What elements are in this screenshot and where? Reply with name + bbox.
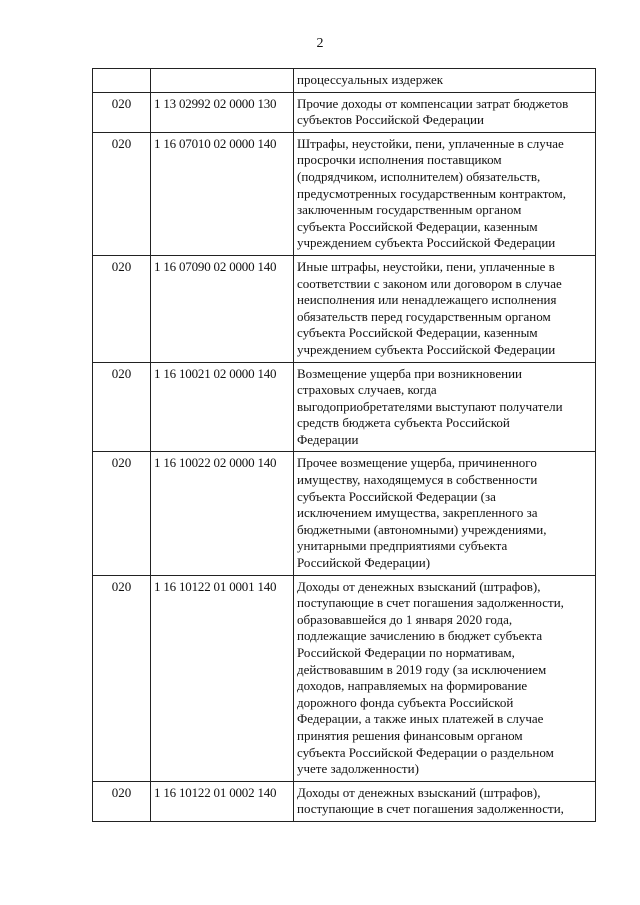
description-line: учете задолженности) xyxy=(297,761,419,777)
description-line: Прочее возмещение ущерба, причиненного xyxy=(297,455,537,471)
description-line: (подрядчиком, исполнителем) обязательств, xyxy=(297,168,541,184)
description-line: Иные штрафы, неустойки, пени, уплаченные в xyxy=(297,258,555,274)
description-line: образовавшейся до 1 января 2020 года, xyxy=(297,611,513,627)
description-line: страховых случаев, когда xyxy=(297,382,437,398)
description-line: средств бюджета субъекта Российской xyxy=(297,415,510,431)
admin-code-cell: 020 xyxy=(93,92,151,132)
revenue-codes-table xyxy=(92,68,596,822)
description-cell xyxy=(294,452,596,575)
budget-code-cell: 1 16 10122 01 0001 140 xyxy=(151,575,294,781)
description-line: поступающие в счет погашения задолженности, xyxy=(297,801,564,817)
description-line: доходов, направляемых на формирование xyxy=(297,678,528,694)
admin-code-cell xyxy=(93,69,151,93)
table-row xyxy=(93,92,596,132)
description-line: субъекта Российской Федерации, казенным xyxy=(297,218,538,234)
description-line: действовавшим в 2019 году (за исключением xyxy=(297,661,547,677)
page-number: 2 xyxy=(316,36,324,51)
description-cell xyxy=(294,92,596,132)
table-row xyxy=(93,69,596,93)
table-row xyxy=(93,452,596,575)
description-line: учреждением субъекта Российской Федерации xyxy=(297,341,556,357)
description-line: предусмотренных государственным контрактом, xyxy=(297,185,567,201)
description-cell xyxy=(294,362,596,452)
admin-code-cell: 020 xyxy=(93,575,151,781)
budget-code-cell: 1 16 07010 02 0000 140 xyxy=(151,132,294,255)
description-line: неисполнения или ненадлежащего исполнения xyxy=(297,292,557,308)
table-row xyxy=(93,132,596,255)
description-line: процессуальных издержек xyxy=(297,72,444,87)
table-row xyxy=(93,575,596,781)
description-line: принятия решения финансовым органом xyxy=(297,727,523,743)
budget-code-cell: 1 13 02992 02 0000 130 xyxy=(151,92,294,132)
description-line: учреждением субъекта Российской Федерации xyxy=(297,235,556,251)
description-cell xyxy=(294,132,596,255)
description-line: Доходы от денежных взысканий (штрафов), xyxy=(297,784,541,800)
admin-code-cell: 020 xyxy=(93,255,151,362)
description-line: поступающие в счет погашения задолженности, xyxy=(297,595,564,611)
description-line: выгодоприобретателями выступают получатели xyxy=(297,398,563,414)
admin-code-cell: 020 xyxy=(93,452,151,575)
description-line: Доходы от денежных взысканий (штрафов), xyxy=(297,578,541,594)
description-line: унитарными предприятиями субъекта xyxy=(297,538,508,554)
admin-code-cell: 020 xyxy=(93,781,151,821)
description-line: соответствии с законом или договором в случае xyxy=(297,275,562,291)
description-line: Прочие доходы от компенсации затрат бюджетов xyxy=(297,95,569,111)
description-cell xyxy=(294,255,596,362)
budget-code-cell: 1 16 10022 02 0000 140 xyxy=(151,452,294,575)
table-row xyxy=(93,255,596,362)
description-line: Федерации xyxy=(297,431,359,447)
table-row xyxy=(93,781,596,821)
budget-code-cell: 1 16 07090 02 0000 140 xyxy=(151,255,294,362)
description-cell xyxy=(294,69,596,93)
description-line: Федерации, а также иных платежей в случае xyxy=(297,711,544,727)
description-line: исключением имущества, закрепленного за xyxy=(297,505,538,521)
description-line: просрочки исполнения поставщиком xyxy=(297,152,502,168)
description-line: подлежащие зачислению в бюджет субъекта xyxy=(297,628,543,644)
budget-code-cell xyxy=(151,69,294,93)
description-cell xyxy=(294,575,596,781)
description-line: бюджетными (автономными) учреждениями, xyxy=(297,521,547,537)
description-line: обязательств перед государственным органом xyxy=(297,308,551,324)
description-line: Российской Федерации) xyxy=(297,555,431,571)
description-line: Возмещение ущерба при возникновении xyxy=(297,365,522,381)
description-line: Штрафы, неустойки, пени, уплаченные в случае xyxy=(297,135,564,151)
description-cell xyxy=(294,781,596,821)
budget-code-cell: 1 16 10122 01 0002 140 xyxy=(151,781,294,821)
description-line: субъекта Российской Федерации, казенным xyxy=(297,325,538,341)
description-line: заключенным государственным органом xyxy=(297,202,522,218)
table-row xyxy=(93,362,596,452)
description-line: субъектов Российской Федерации xyxy=(297,112,484,128)
budget-code-cell: 1 16 10021 02 0000 140 xyxy=(151,362,294,452)
admin-code-cell: 020 xyxy=(93,362,151,452)
description-line: имуществу, находящемуся в собственности xyxy=(297,472,538,488)
description-line: дорожного фонда субъекта Российской xyxy=(297,694,514,710)
description-line: Российской Федерации по нормативам, xyxy=(297,645,515,660)
description-line: субъекта Российской Федерации о раздельном xyxy=(297,744,554,760)
description-line: субъекта Российской Федерации (за xyxy=(297,488,496,504)
admin-code-cell: 020 xyxy=(93,132,151,255)
